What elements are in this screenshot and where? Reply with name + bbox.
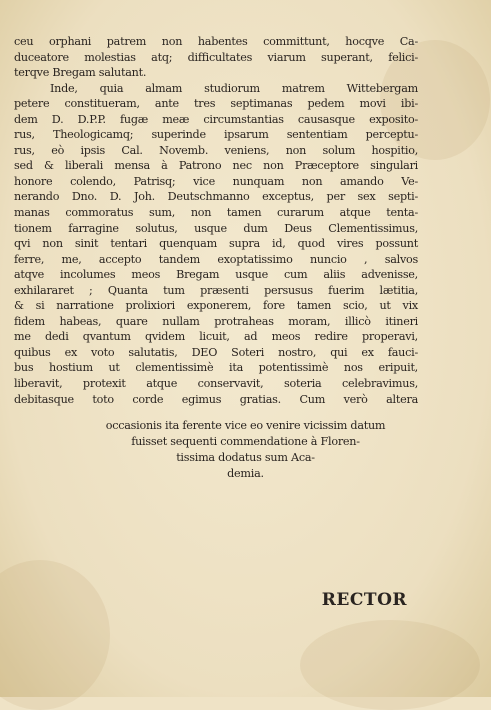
text-line: debitasque toto corde egimus gratias. Cum verò altera xyxy=(14,392,418,406)
centered-line: demia. xyxy=(227,467,264,480)
text-line: me dedi qvantum qvidem licuit, ad meos redire properavi, xyxy=(14,330,418,344)
text-line: tionem farragine solutus, usque dum Deus Clementissimus, xyxy=(14,221,418,235)
text-line: quibus ex voto salutatis, DEO Soteri nostro, qui ex fauci- xyxy=(14,345,418,359)
text-line: bus hostium ut clementissimè ita potentissimè nos eripuit, xyxy=(14,361,418,375)
text-line: qvi non sinit tentari quenquam supra id, quod vires possunt xyxy=(14,237,418,251)
main-paragraph xyxy=(14,34,418,407)
text-line: sed & liberali mensa à Patrono nec non Præceptore singulari xyxy=(14,159,418,173)
text-line: rus, Theologicamq; superinde ipsarum sententiam perceptu- xyxy=(14,128,418,142)
text-line: atqve incolumes meos Bregam usque cum aliis advenisse, xyxy=(14,268,418,282)
text-line: petere constitueram, ante tres septimanas pedem movi ibi- xyxy=(14,97,418,111)
text-line: honore colendo, Patrisq; vice nunquam non amando Ve- xyxy=(14,174,418,188)
centered-line: fuisset sequenti commendatione à Floren- xyxy=(131,435,360,448)
text-line: liberavit, protexit atque conservavit, soteria celebravimus, xyxy=(14,377,418,391)
text-line: fidem habeas, quare nullam protraheas moram, illicò itineri xyxy=(14,314,418,328)
text-line: duceatore molestias atq; difficultates viarum superant, felici- xyxy=(14,50,418,64)
text-line: dem D. D.P.P. fugæ meæ circumstantias causasque exposito- xyxy=(14,112,418,126)
paper-stain xyxy=(0,560,110,710)
text-line: Inde, quia almam studiorum matrem Wittebergam xyxy=(50,81,418,95)
text-line: ferre, me, accepto tandem exoptatissimo nuncio , salvos xyxy=(14,252,418,266)
centered-line: tissima dodatus sum Aca- xyxy=(176,451,315,464)
centered-line: occasionis ita ferente vice eo venire vicissim datum xyxy=(105,419,386,432)
catchword: RECTOR xyxy=(321,590,407,610)
text-line: rus, eò ipsis Cal. Novemb. veniens, non solum hospitio, xyxy=(14,143,418,157)
text-line: terqve Bregam salutant. xyxy=(14,66,147,80)
text-line: nerando Dno. D. Joh. Deutschmanno exceptus, per sex septi- xyxy=(14,190,418,204)
text-line: & si narratione prolixiori exponerem, fore tamen scio, ut vix xyxy=(14,299,418,313)
text-line: exhilararet ; Quanta tum præsenti persusus fuerim lætitia, xyxy=(14,283,418,297)
text-line: ceu orphani patrem non habentes committunt, hocqve Ca- xyxy=(14,35,418,48)
text-line: manas commoratus sum, non tamen curarum atque tenta- xyxy=(14,206,418,220)
